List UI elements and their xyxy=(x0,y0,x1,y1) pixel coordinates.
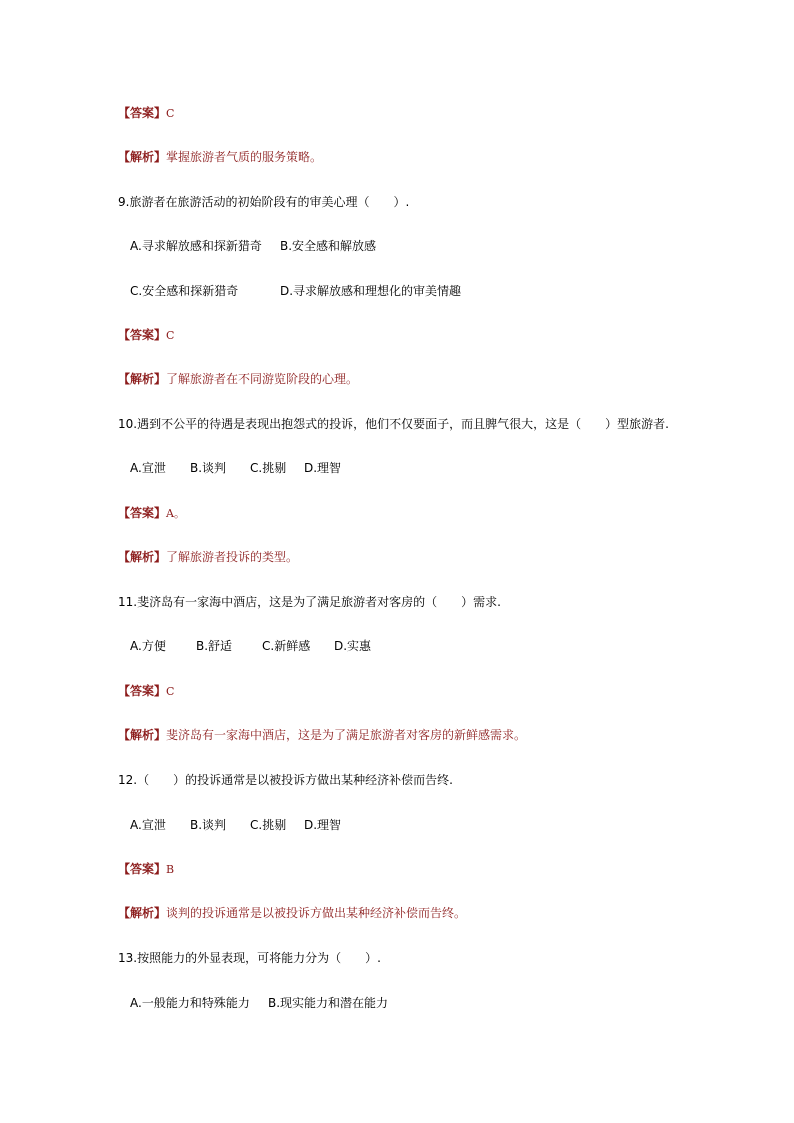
option-c: C.安全感和探新猎奇 xyxy=(130,284,239,298)
analysis-tag: 【解析】 xyxy=(118,728,167,742)
options-row xyxy=(130,995,388,1011)
options-row xyxy=(130,238,376,254)
options-row xyxy=(130,638,371,654)
options-row xyxy=(130,817,341,833)
answer-line xyxy=(118,683,174,700)
answer-value: B xyxy=(166,863,175,876)
option-c: C.新鲜感 xyxy=(262,639,311,653)
option-b: B.安全感和解放感 xyxy=(280,239,377,253)
answer-value: C xyxy=(166,329,175,342)
answer-value: C xyxy=(166,685,175,698)
answer-value: A。 xyxy=(166,507,185,520)
option-a: A.寻求解放感和探新猎奇 xyxy=(130,239,262,253)
analysis-tag: 【解析】 xyxy=(118,550,167,564)
analysis-text: 掌握旅游者气质的服务策略。 xyxy=(166,150,323,164)
analysis-tag: 【解析】 xyxy=(118,906,167,920)
option-d: D.实惠 xyxy=(334,639,372,653)
analysis-text: 斐济岛有一家海中酒店，这是为了满足旅游者对客房的新鲜感需求。 xyxy=(166,728,527,742)
analysis-line xyxy=(118,549,298,565)
answer-line xyxy=(118,105,174,122)
answer-tag: 【答案】 xyxy=(118,684,167,698)
answer-tag: 【答案】 xyxy=(118,328,167,342)
option-b: B.现实能力和潜在能力 xyxy=(268,996,389,1010)
option-d: D.寻求解放感和理想化的审美情趣 xyxy=(280,284,462,298)
options-row xyxy=(130,460,341,476)
option-a: A.宣泄 xyxy=(130,461,166,475)
analysis-text: 谈判的投诉通常是以被投诉方做出某种经济补偿而告终。 xyxy=(166,906,467,920)
answer-tag: 【答案】 xyxy=(118,862,167,876)
analysis-tag: 【解析】 xyxy=(118,150,167,164)
answer-tag: 【答案】 xyxy=(118,506,167,520)
analysis-tag: 【解析】 xyxy=(118,372,167,386)
option-b: B.舒适 xyxy=(196,639,233,653)
answer-line xyxy=(118,861,174,878)
answer-value: C xyxy=(166,107,175,120)
analysis-line xyxy=(118,727,526,743)
option-b: B.谈判 xyxy=(190,818,227,832)
answer-line xyxy=(118,327,174,344)
analysis-text: 了解旅游者在不同游览阶段的心理。 xyxy=(166,372,359,386)
question-11: 11.斐济岛有一家海中酒店，这是为了满足旅游者对客房的（ ）需求. xyxy=(118,595,501,609)
analysis-line xyxy=(118,905,466,921)
option-d: D.理智 xyxy=(304,818,342,832)
question-13: 13.按照能力的外显表现，可将能力分为（ ）. xyxy=(118,951,381,965)
option-c: C.挑剔 xyxy=(250,818,287,832)
option-d: D.理智 xyxy=(304,461,342,475)
question-10: 10.遇到不公平的待遇是表现出抱怨式的投诉，他们不仅要面子，而且脾气很大，这是（ ）型旅游者. xyxy=(118,417,669,431)
question-9: 9.旅游者在旅游活动的初始阶段有的审美心理（ ）. xyxy=(118,195,410,209)
option-a: A.一般能力和特殊能力 xyxy=(130,996,250,1010)
option-a: A.方便 xyxy=(130,639,166,653)
options-row xyxy=(130,283,461,299)
option-b: B.谈判 xyxy=(190,461,227,475)
analysis-line xyxy=(118,149,322,165)
answer-tag: 【答案】 xyxy=(118,106,167,120)
question-12: 12.（ ）的投诉通常是以被投诉方做出某种经济补偿而告终. xyxy=(118,773,453,787)
analysis-text: 了解旅游者投诉的类型。 xyxy=(166,550,299,564)
analysis-line xyxy=(118,371,358,387)
option-c: C.挑剔 xyxy=(250,461,287,475)
answer-line xyxy=(118,505,185,522)
option-a: A.宣泄 xyxy=(130,818,166,832)
